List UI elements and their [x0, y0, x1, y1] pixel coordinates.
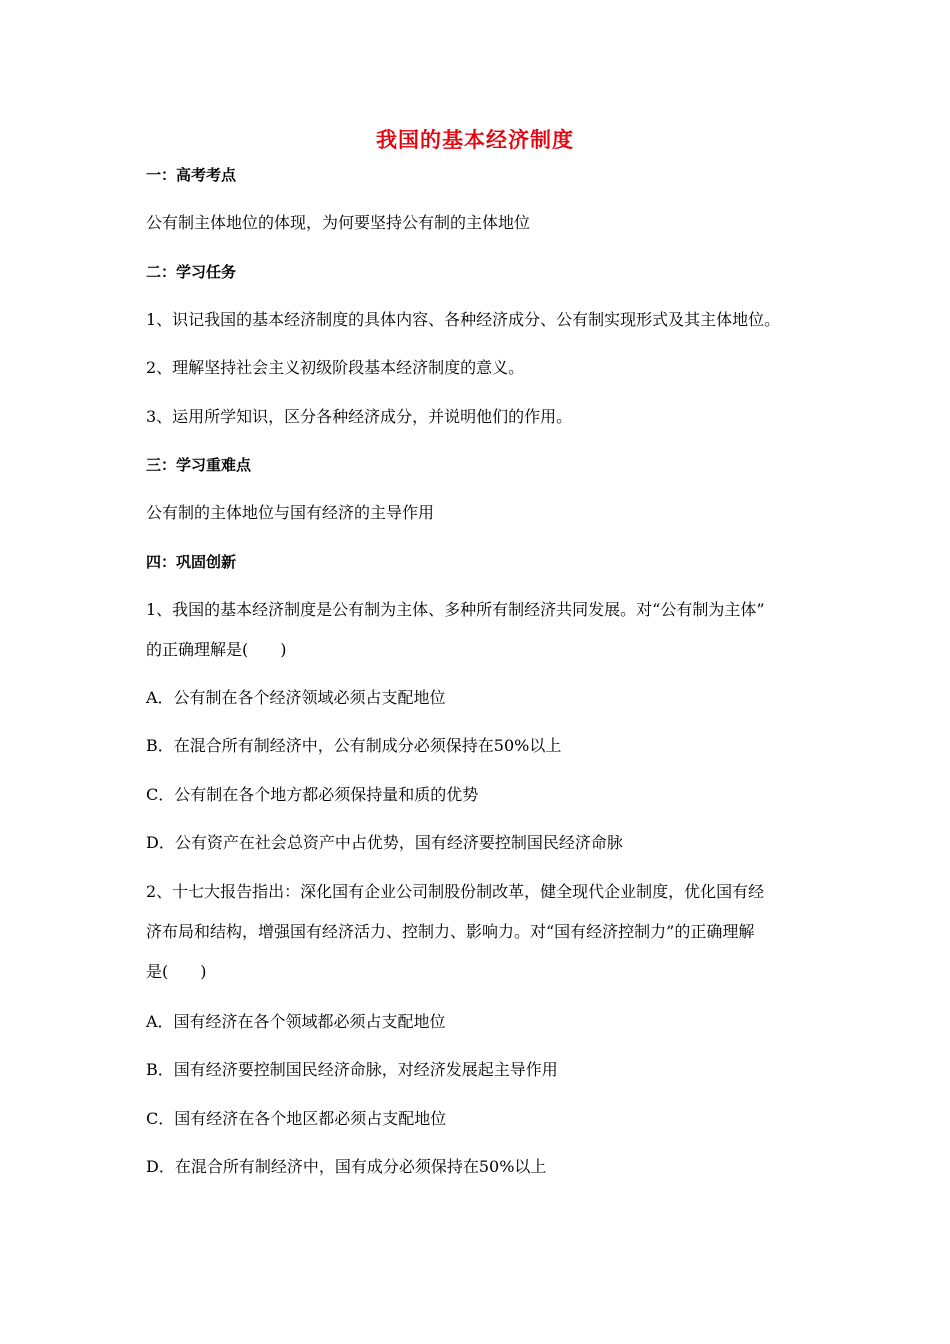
- question-1-option-d: D．公有资产在社会总资产中占优势，国有经济要控制国民经济命脉: [146, 833, 623, 852]
- section-heading-exercises: 四：巩固创新: [146, 553, 237, 571]
- question-2-option-d: D．在混合所有制经济中，国有成分必须保持在50%以上: [146, 1157, 547, 1176]
- task-item: 1、识记我国的基本经济制度的具体内容、各种经济成分、公有制实现形式及其主体地位。: [146, 310, 781, 329]
- question-1-option-b: B．在混合所有制经济中，公有制成分必须保持在50%以上: [146, 736, 562, 755]
- question-2-stem: 2、十七大报告指出：深化国有企业公司制股份制改革，健全现代企业制度，优化国有经: [146, 882, 765, 901]
- question-1-stem: 1、我国的基本经济制度是公有制为主体、多种所有制经济共同发展。对“公有制为主体”: [146, 600, 765, 619]
- question-2-stem-continued: 是( ): [146, 962, 207, 981]
- question-1-stem-continued: 的正确理解是( ): [146, 640, 287, 659]
- exam-points-text: 公有制主体地位的体现，为何要坚持公有制的主体地位: [146, 213, 531, 232]
- section-heading-learning-tasks: 二：学习任务: [146, 263, 237, 281]
- section-heading-key-points: 三：学习重难点: [146, 456, 252, 474]
- section-heading-exam-points: 一：高考考点: [146, 166, 237, 184]
- question-2-option-b: B．国有经济要控制国民经济命脉，对经济发展起主导作用: [146, 1060, 558, 1079]
- question-2-option-c: C．国有经济在各个地区都必须占支配地位: [146, 1109, 447, 1128]
- task-item: 2、理解坚持社会主义初级阶段基本经济制度的意义。: [146, 358, 525, 377]
- task-item: 3、运用所学知识，区分各种经济成分，并说明他们的作用。: [146, 407, 573, 426]
- question-1-option-c: C．公有制在各个地方都必须保持量和质的优势: [146, 785, 479, 804]
- key-points-text: 公有制的主体地位与国有经济的主导作用: [146, 503, 435, 522]
- question-2-stem-continued: 济布局和结构，增强国有经济活力、控制力、影响力。对“国有经济控制力”的正确理解: [146, 922, 755, 941]
- document-title: 我国的基本经济制度: [376, 127, 574, 152]
- question-1-option-a: A．公有制在各个经济领域必须占支配地位: [146, 688, 446, 707]
- question-2-option-a: A．国有经济在各个领域都必须占支配地位: [146, 1012, 446, 1031]
